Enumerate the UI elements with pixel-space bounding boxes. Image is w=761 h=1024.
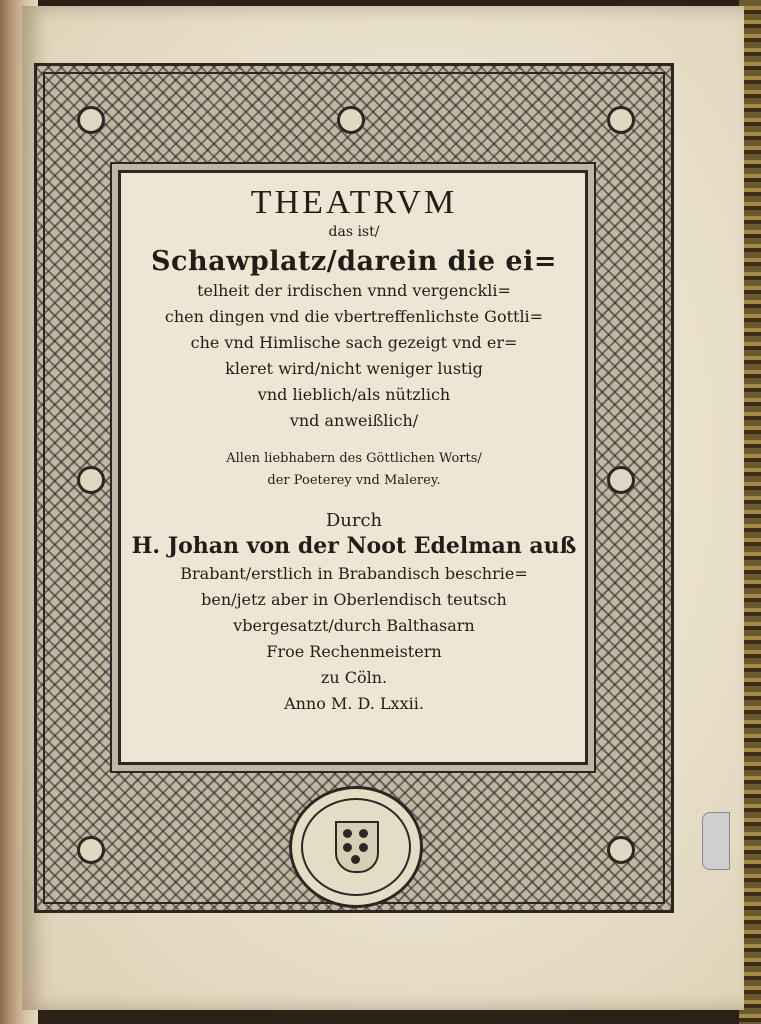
author-line: vbergesatzt/durch Balthasarn <box>233 616 475 635</box>
printer-emblem-icon <box>289 786 423 908</box>
metal-clasp <box>702 812 730 870</box>
border-knot-icon <box>607 466 635 494</box>
dedication-line: der Poeterey vnd Malerey. <box>267 473 441 488</box>
author-line: zu Cöln. <box>320 668 388 687</box>
book-title: THEATRVM <box>250 184 458 221</box>
body-line: chen dingen vnd die vbertreffenlichste Gottli= <box>164 307 544 326</box>
body-line: che vnd Himlische sach gezeigt vnd er= <box>190 333 518 352</box>
dedication-line: Allen liebhabern des Göttlichen Worts/ <box>226 451 482 466</box>
imprint-date: Anno M. D. Lxxii. <box>284 694 424 713</box>
durch-label: Durch <box>325 510 383 531</box>
border-knot-icon <box>77 466 105 494</box>
shield-icon <box>335 821 379 873</box>
border-knot-icon <box>337 106 365 134</box>
headline: Schawplatz/darein die ei= <box>151 246 557 277</box>
body-line: vnd anweißlich/ <box>289 411 419 430</box>
author-line: Brabant/erstlich in Brabandisch beschrie= <box>180 564 528 583</box>
body-line: vnd lieblich/als nützlich <box>257 385 451 404</box>
title-page-text <box>130 180 578 717</box>
body-line: kleret wird/nicht weniger lustig <box>225 359 483 378</box>
border-knot-icon <box>607 106 635 134</box>
author-line: Froe Rechenmeistern <box>266 642 442 661</box>
body-line: telheit der irdischen vnnd vergenckli= <box>197 281 511 300</box>
author-line: ben/jetz aber in Oberlendisch teutsch <box>201 590 507 609</box>
border-knot-icon <box>607 836 635 864</box>
book-subtitle: das ist/ <box>328 224 380 240</box>
border-knot-icon <box>77 836 105 864</box>
author-name: H. Johan von der Noot Edelman auß <box>131 533 577 559</box>
border-knot-icon <box>77 106 105 134</box>
